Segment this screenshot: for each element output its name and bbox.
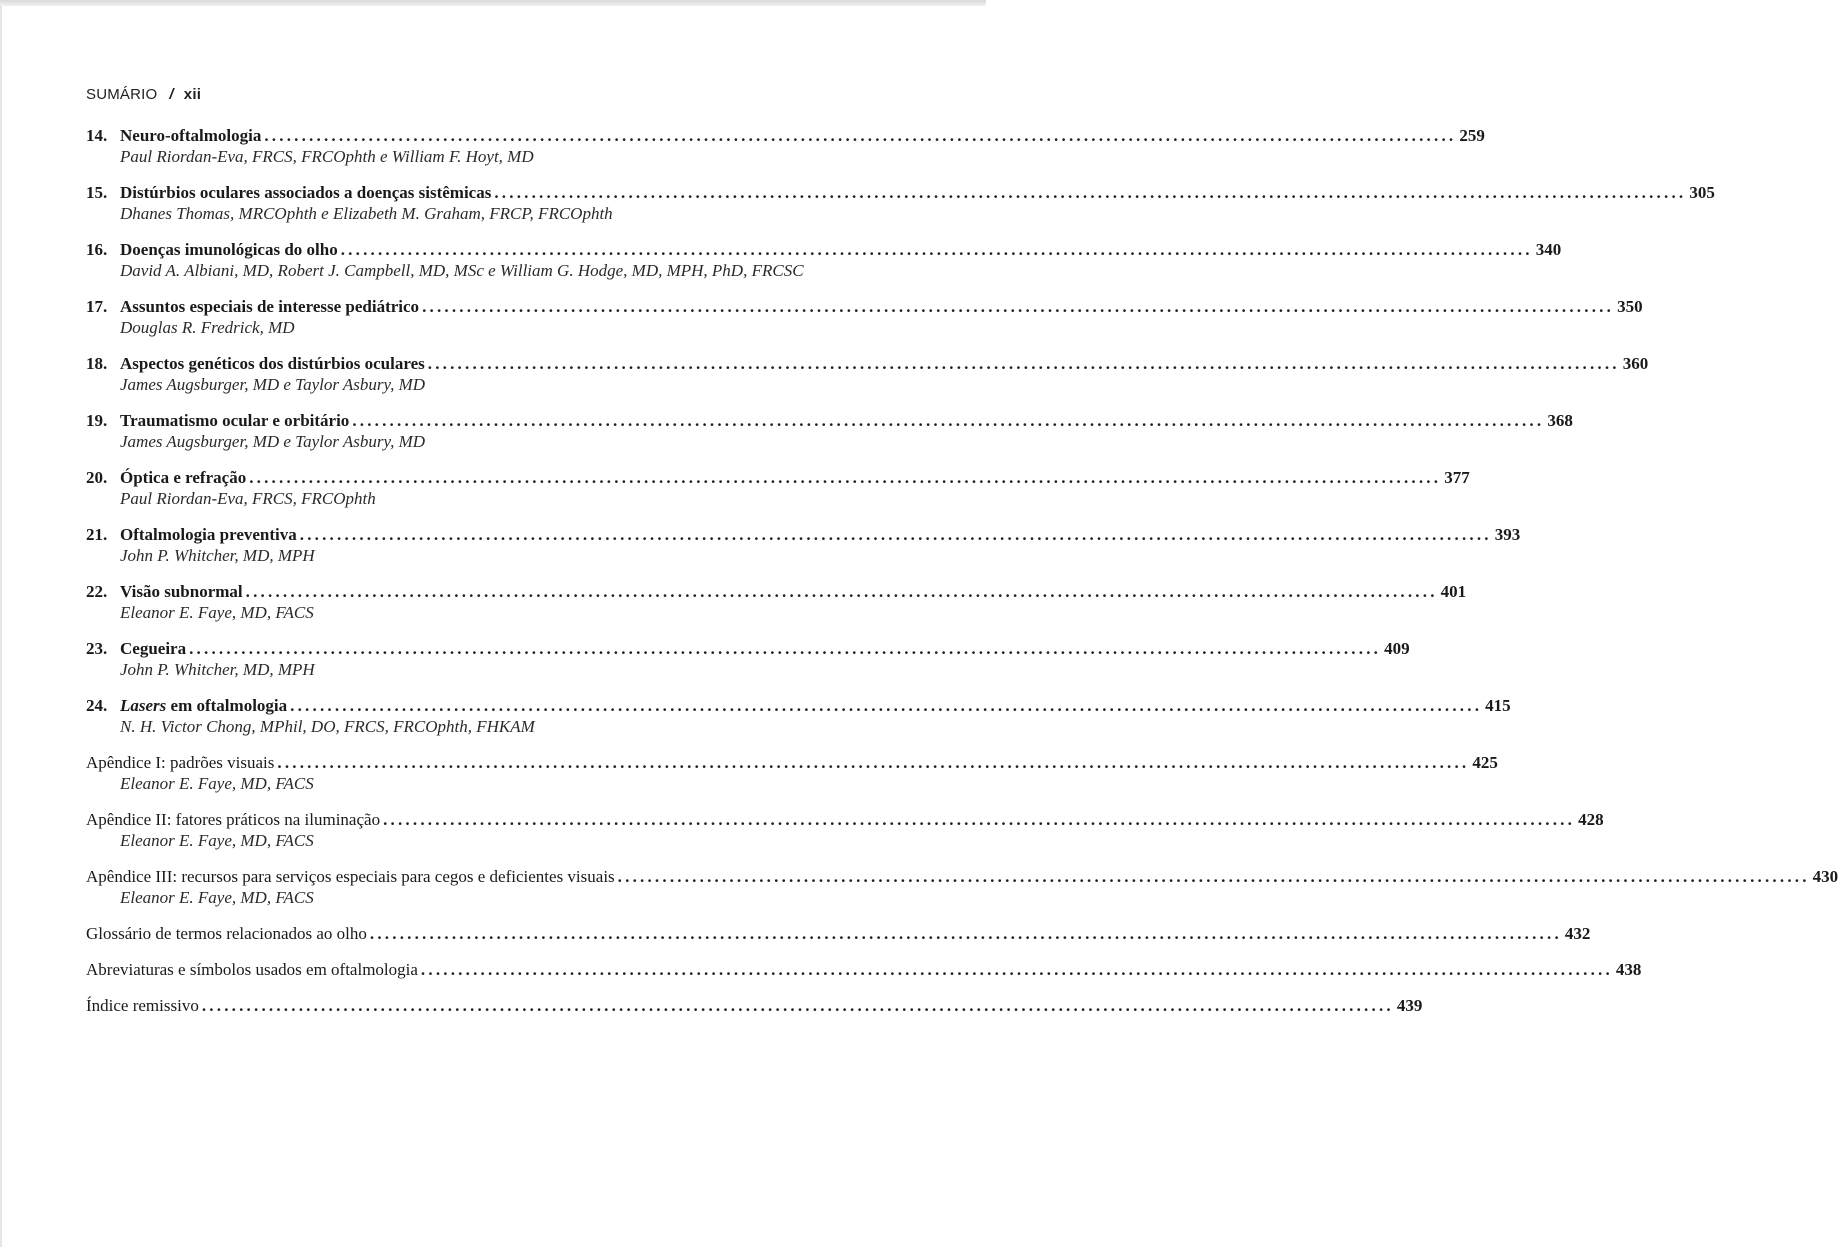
chapter-page: 340 bbox=[1535, 240, 1562, 259]
chapter-title: Neuro-oftalmologia bbox=[120, 126, 262, 145]
chapter-authors: James Augsburger, MD e Taylor Asbury, MD bbox=[120, 432, 426, 451]
page-left-edge bbox=[0, 6, 2, 1247]
back-matter-title: Glossário de termos relacionados ao olho bbox=[86, 924, 367, 943]
chapter-number: 15. bbox=[86, 183, 108, 202]
chapter-authors: Paul Riordan-Eva, FRCS, FRCOphth bbox=[120, 489, 376, 508]
chapter-title: Traumatismo ocular e orbitário bbox=[120, 411, 350, 430]
chapter-number: 21. bbox=[86, 525, 108, 544]
chapter-number: 16. bbox=[86, 240, 108, 259]
back-matter-page: 438 bbox=[1615, 960, 1642, 979]
back-matter-title: Abreviaturas e símbolos usados em oftalmologia bbox=[86, 960, 418, 979]
page-number: xii bbox=[183, 86, 202, 103]
chapter-number: 14. bbox=[86, 126, 108, 145]
chapter-number: 24. bbox=[86, 696, 108, 715]
chapter-page: 305 bbox=[1689, 183, 1715, 202]
chapter-title-italic: Lasers bbox=[120, 696, 167, 715]
chapter-page: 259 bbox=[1459, 126, 1485, 145]
toc-entry-chapter-23[interactable] bbox=[86, 638, 1410, 680]
chapter-authors: N. H. Victor Chong, MPhil, DO, FRCS, FRCOphth, FHKAM bbox=[120, 717, 535, 736]
toc-entry-chapter-22[interactable] bbox=[86, 581, 1467, 623]
page-top-edge bbox=[0, 0, 986, 6]
dot-leader: ................................................................................................................................................................ bbox=[249, 468, 1442, 487]
chapter-title: Oftalmologia preventiva bbox=[120, 525, 297, 544]
chapter-page: 350 bbox=[1617, 297, 1643, 316]
appendix-authors: Eleanor E. Faye, MD, FACS bbox=[120, 774, 314, 793]
chapter-number: 18. bbox=[86, 354, 108, 373]
toc-entry-chapter-18[interactable] bbox=[86, 353, 1649, 395]
back-matter-title: Índice remissivo bbox=[86, 996, 199, 1015]
appendix-page: 430 bbox=[1812, 867, 1838, 886]
chapter-title: Assuntos especiais de interesse pediátrico bbox=[120, 297, 420, 316]
chapter-authors: Paul Riordan-Eva, FRCS, FRCOphth e William F. Hoyt, MD bbox=[120, 147, 534, 166]
appendix-authors: Eleanor E. Faye, MD, FACS bbox=[120, 888, 314, 907]
chapter-authors: Eleanor E. Faye, MD, FACS bbox=[120, 603, 314, 622]
toc-entry-chapter-21[interactable] bbox=[86, 524, 1521, 566]
chapter-title-rest: em oftalmologia bbox=[166, 696, 288, 715]
dot-leader: ................................................................................................................................................................ bbox=[264, 126, 1457, 145]
appendix-page: 428 bbox=[1578, 810, 1604, 829]
chapter-title: Aspectos genéticos dos distúrbios oculares bbox=[120, 354, 425, 373]
toc-entry-chapter-14[interactable] bbox=[86, 125, 1485, 167]
appendix-page: 425 bbox=[1472, 753, 1498, 772]
table-of-contents bbox=[86, 125, 1838, 1017]
back-matter-page: 432 bbox=[1564, 924, 1591, 943]
section-title: SUMÁRIO bbox=[86, 86, 158, 103]
dot-leader: ................................................................................................................................................................ bbox=[290, 696, 1483, 715]
toc-entry-index[interactable] bbox=[86, 995, 1423, 1017]
chapter-authors: David A. Albiani, MD, Robert J. Campbell, MD, MSc e William G. Hodge, MD, MPH, PhD, FRCSC bbox=[120, 261, 804, 280]
appendix-title: Apêndice III: recursos para serviços especiais para cegos e deficientes visuais bbox=[86, 867, 615, 886]
chapter-page: 393 bbox=[1494, 525, 1521, 544]
chapter-number: 20. bbox=[86, 468, 108, 487]
chapter-page: 415 bbox=[1485, 696, 1511, 715]
dot-leader: ................................................................................................................................................................ bbox=[494, 183, 1687, 202]
header-separator: / bbox=[169, 86, 174, 103]
chapter-authors: James Augsburger, MD e Taylor Asbury, MD bbox=[120, 375, 426, 394]
chapter-page: 409 bbox=[1384, 639, 1410, 658]
toc-entry-appendix-1[interactable] bbox=[86, 752, 1498, 794]
chapter-number: 19. bbox=[86, 411, 108, 430]
back-matter-page: 439 bbox=[1396, 996, 1423, 1015]
toc-entry-abbreviations[interactable] bbox=[86, 959, 1642, 981]
toc-entry-chapter-19[interactable] bbox=[86, 410, 1573, 452]
toc-entry-appendix-3[interactable] bbox=[86, 866, 1838, 908]
dot-leader: ................................................................................................................................................................ bbox=[617, 867, 1810, 886]
chapter-page: 368 bbox=[1547, 411, 1573, 430]
chapter-number: 22. bbox=[86, 582, 108, 601]
toc-entry-chapter-17[interactable] bbox=[86, 296, 1643, 338]
chapter-authors: Dhanes Thomas, MRCOphth e Elizabeth M. Graham, FRCP, FRCOphth bbox=[120, 204, 613, 223]
dot-leader: ................................................................................................................................................................ bbox=[245, 582, 1438, 601]
dot-leader: ................................................................................................................................................................ bbox=[427, 354, 1620, 373]
dot-leader: ................................................................................................................................................................ bbox=[422, 297, 1615, 316]
appendix-title: Apêndice II: fatores práticos na iluminação bbox=[86, 810, 381, 829]
toc-entry-chapter-24[interactable] bbox=[86, 695, 1511, 737]
toc-entry-appendix-2[interactable] bbox=[86, 809, 1604, 851]
chapter-title: Doenças imunológicas do olho bbox=[120, 240, 338, 259]
dot-leader: ................................................................................................................................................................ bbox=[369, 924, 1562, 943]
toc-entry-glossary[interactable] bbox=[86, 923, 1591, 945]
dot-leader: ................................................................................................................................................................ bbox=[352, 411, 1545, 430]
chapter-page: 401 bbox=[1440, 582, 1467, 601]
chapter-authors: Douglas R. Fredrick, MD bbox=[120, 318, 295, 337]
dot-leader: ................................................................................................................................................................ bbox=[299, 525, 1492, 544]
appendix-title: Apêndice I: padrões visuais bbox=[86, 753, 275, 772]
dot-leader: ................................................................................................................................................................ bbox=[340, 240, 1533, 259]
chapter-title: Distúrbios oculares associados a doenças sistêmicas bbox=[120, 183, 492, 202]
chapter-number: 17. bbox=[86, 297, 108, 316]
toc-entry-chapter-20[interactable] bbox=[86, 467, 1470, 509]
chapter-title bbox=[120, 695, 287, 717]
dot-leader: ................................................................................................................................................................ bbox=[189, 639, 1382, 658]
chapter-authors: John P. Whitcher, MD, MPH bbox=[120, 546, 315, 565]
chapter-title: Cegueira bbox=[120, 639, 187, 658]
chapter-title: Óptica e refração bbox=[120, 468, 247, 487]
chapter-title: Visão subnormal bbox=[120, 582, 243, 601]
toc-entry-chapter-16[interactable] bbox=[86, 239, 1562, 281]
chapter-page: 377 bbox=[1444, 468, 1470, 487]
dot-leader: ................................................................................................................................................................ bbox=[383, 810, 1576, 829]
chapter-number: 23. bbox=[86, 639, 108, 658]
dot-leader: ................................................................................................................................................................ bbox=[201, 996, 1394, 1015]
running-head bbox=[86, 86, 201, 103]
toc-entry-chapter-15[interactable] bbox=[86, 182, 1715, 224]
chapter-page: 360 bbox=[1622, 354, 1649, 373]
chapter-authors: John P. Whitcher, MD, MPH bbox=[120, 660, 315, 679]
dot-leader: ................................................................................................................................................................ bbox=[277, 753, 1470, 772]
appendix-authors: Eleanor E. Faye, MD, FACS bbox=[120, 831, 314, 850]
dot-leader: ................................................................................................................................................................ bbox=[420, 960, 1613, 979]
